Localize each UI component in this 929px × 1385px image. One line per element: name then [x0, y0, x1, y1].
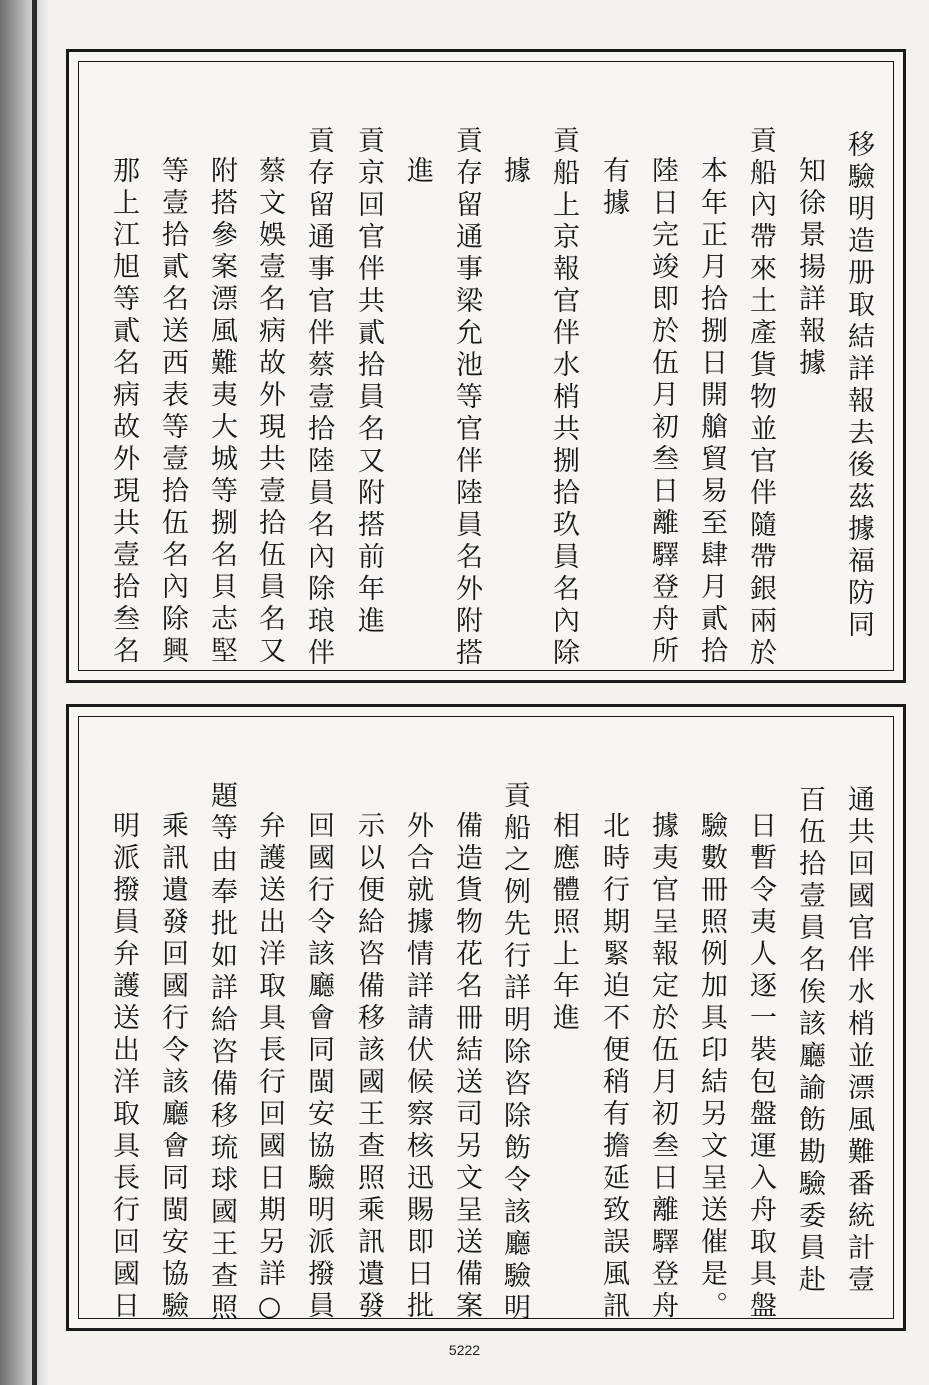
top-document-panel [66, 49, 906, 683]
bottom-column-7: 相應體照上年進 [548, 811, 579, 1035]
top-column-3: 貢船內帶來土產貨物並官伴隨帶銀兩於 [745, 126, 776, 670]
bottom-column-15: 乘訊遺發回國行令該廳會同閩安協驗 [157, 811, 188, 1323]
top-column-10: 進 [402, 156, 433, 188]
bottom-column-9: 備造貨物花名冊結送司另文呈送備案 [451, 811, 482, 1323]
top-column-7: 貢船上京報官伴水梢共捌拾玖員名內除 [548, 126, 579, 670]
bottom-document-panel [66, 704, 906, 1331]
bottom-column-5: 據夷官呈報定於伍月初叁日離驛登舟 [647, 811, 678, 1323]
page-number: 5222 [448, 1342, 481, 1358]
bottom-column-12: 回國行令該廳會同閩安協驗明派撥員 [303, 811, 334, 1323]
bottom-column-6: 北時行期緊迫不便稍有擔延致誤風訊 [598, 811, 629, 1323]
bottom-column-2: 百伍拾壹員名俟該廳諭飭勘驗委員赴 [794, 785, 825, 1297]
top-column-14: 附搭參案漂風難夷大城等捌名貝志堅 [206, 156, 237, 668]
bottom-column-16: 明派撥員弁護送出洋取具長行回國日 [108, 811, 139, 1323]
bottom-column-4: 驗數冊照例加具印結另文呈送催是。 [696, 811, 727, 1323]
top-column-9: 貢存留通事梁允池等官伴陸員名外附搭 [451, 126, 482, 670]
top-column-4: 本年正月拾捌日開艙貿易至肆月貳拾 [696, 156, 727, 668]
binding-line [32, 0, 37, 1385]
bottom-column-8: 貢船之例先行詳明除咨除飭令該廳驗明 [499, 781, 530, 1325]
bottom-column-11: 示以便給咨備移該國王查照乘訊遺發 [353, 811, 384, 1323]
top-column-16: 那上江旭等貳名病故外現共壹拾叁名 [108, 156, 139, 668]
top-column-12: 貢存留通事官伴蔡壹拾陸員名內除琅伴 [303, 126, 334, 670]
bottom-column-3: 日暫令夷人逐一裝包盤運入舟取具盤 [745, 811, 776, 1323]
top-column-13: 蔡文娛壹名病故外現共壹拾伍員名又 [254, 156, 285, 668]
top-column-8: 據 [499, 156, 530, 188]
top-column-2: 知徐景揚詳報據 [794, 156, 825, 380]
top-column-1: 移驗明造册取結詳報去後茲據福防同 [843, 130, 874, 642]
binding-shadow [0, 0, 48, 1385]
bottom-column-14: 題等由奉批如詳給咨備移琉球國王查照 [206, 781, 237, 1325]
top-column-6: 有據 [598, 156, 629, 220]
bottom-column-13: 弁護送出洋取具長行回國日期另詳○ [254, 811, 285, 1327]
top-column-11: 貢京回官伴共貳拾員名又附搭前年進 [353, 126, 384, 638]
bottom-column-10: 外合就據情詳請伏候察核迅賜即日批 [402, 811, 433, 1323]
top-column-5: 陸日完竣即於伍月初叁日離驛登舟所 [647, 156, 678, 668]
bottom-column-1: 通共回國官伴水梢並漂風難番統計壹 [843, 785, 874, 1297]
top-column-15: 等壹拾貳名送西表等壹拾伍名內除興 [157, 156, 188, 668]
